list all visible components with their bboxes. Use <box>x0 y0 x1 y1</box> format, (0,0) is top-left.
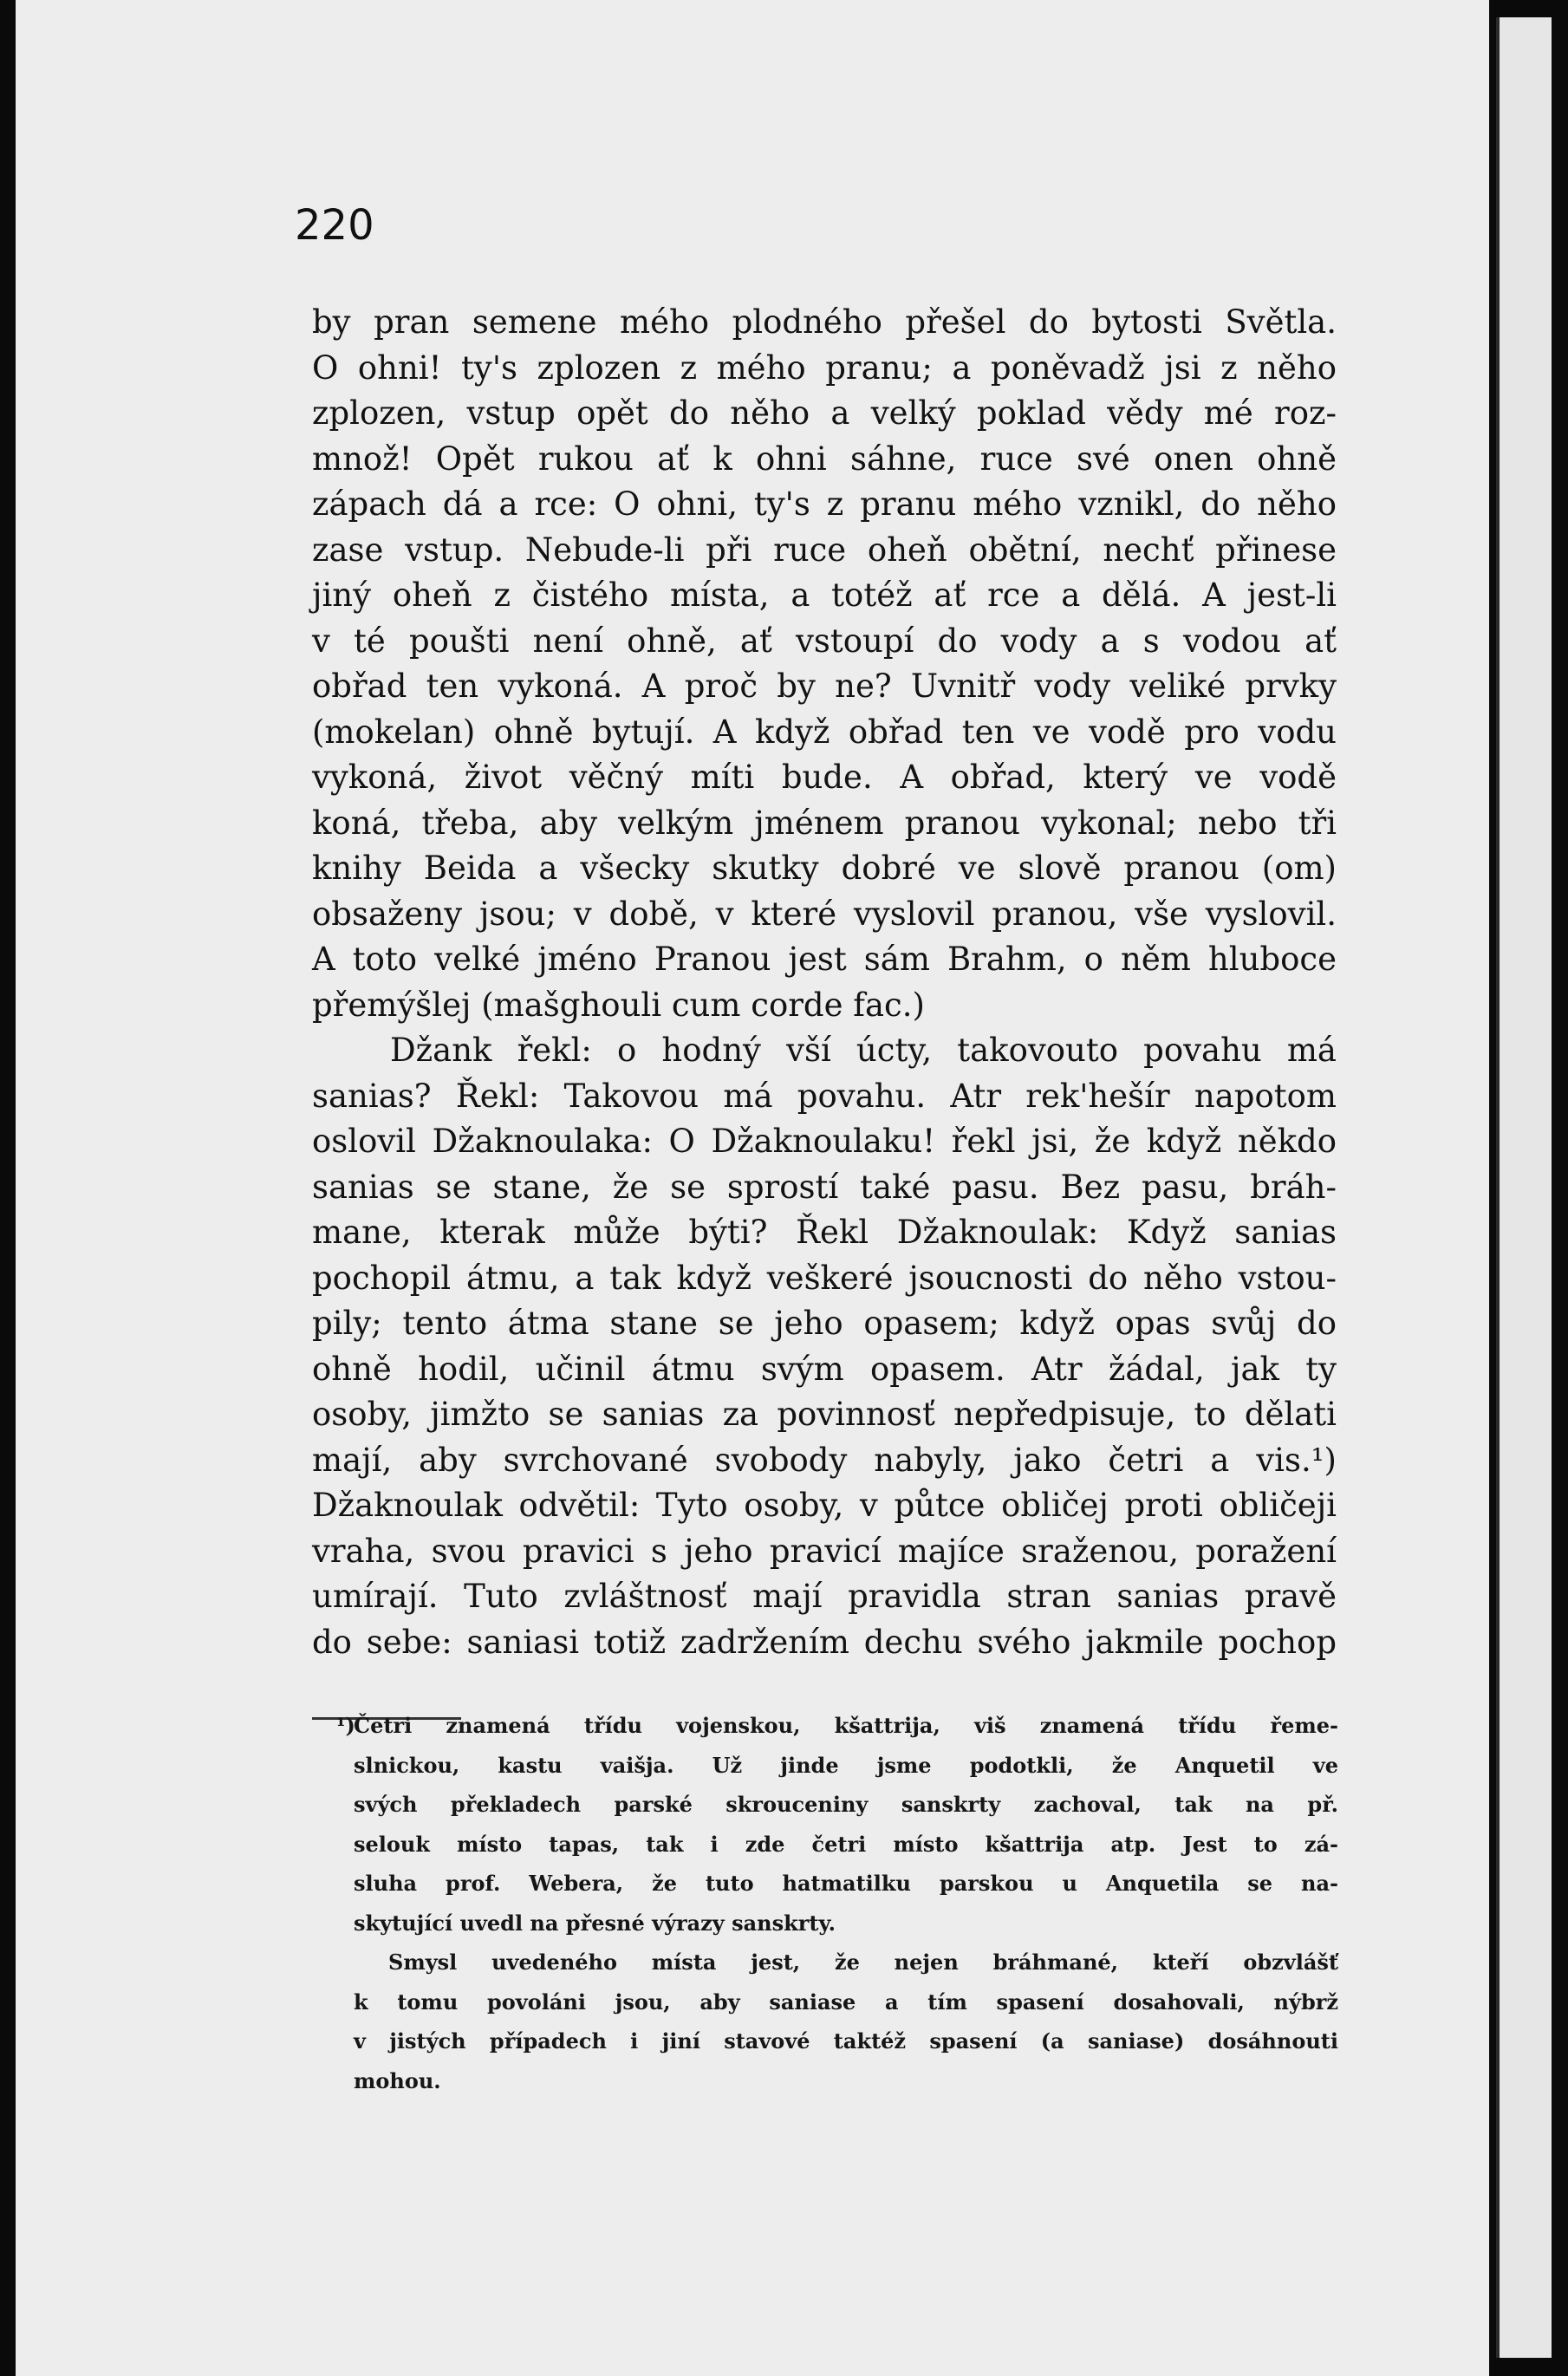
text-line: koná, třeba, aby velkým jménem pranou vykonal; nebo tři <box>312 804 1337 842</box>
footnote-text: Četri znamená třídu vojenskou, kšattrija, viš znamená třídu řeme- <box>354 1713 1338 1738</box>
text-line: do sebe: saniasi totiž zadržením dechu svého jakmile pochop <box>312 1623 1337 1661</box>
text-line: knihy Beida a všecky skutky dobré ve slově pranou (om) <box>312 850 1337 887</box>
footnote-line: sluha prof. Webera, že tuto hatmatilku parskou u Anquetila se na- <box>354 1871 1338 1896</box>
text-line: zase vstup. Nebude-li při ruce oheň obětní, nechť přinese <box>312 531 1337 569</box>
text-line: umírají. Tuto zvláštnosť mají pravidla stran sanias pravě <box>312 1578 1337 1615</box>
text-line: v té poušti není ohně, ať vstoupí do vody a s vodou ať <box>312 622 1337 660</box>
text-line: by pran semene mého plodného přešel do bytosti Světla. <box>312 303 1337 341</box>
text-line: Džaknoulak odvětil: Tyto osoby, v půtce obličej proti obličeji <box>312 1487 1337 1524</box>
footnote-line: mohou. <box>354 2067 441 2093</box>
footnote-line: svých překladech parské skrouceniny sanskrty zachoval, tak na př. <box>354 1792 1338 1817</box>
text-line: sanias se stane, že se sprostí také pasu. Bez pasu, bráh- <box>312 1168 1337 1206</box>
text-line: vraha, svou pravici s jeho pravicí majíce sraženou, poražení <box>312 1532 1337 1570</box>
text-line: jiný oheň z čistého místa, a totéž ať rce a dělá. A jest-li <box>312 576 1337 614</box>
text-line: pochopil átmu, a tak když veškeré jsoucnosti do něho vstou- <box>312 1259 1337 1297</box>
text-line: zápach dá a rce: O ohni, ty's z pranu mého vznikl, do něho <box>312 485 1337 523</box>
footnote-line: v jistých případech i jiní stavové taktéž spasení (a saniase) dosáhnouti <box>354 2028 1338 2054</box>
main-text <box>312 300 1337 1665</box>
text-line: pily; tento átma stane se jeho opasem; když opas svůj do <box>312 1305 1337 1342</box>
text-line: Džank řekl: o hodný vší úcty, takovouto povahu má <box>390 1032 1337 1069</box>
footnote-line: selouk místo tapas, tak i zde četri místo kšattrija atp. Jest to zá- <box>354 1831 1338 1857</box>
text-line: obsaženy jsou; v době, v které vyslovil pranou, vše vyslovil. <box>312 895 1337 933</box>
footnote-line: Smysl uvedeného místa jest, že nejen bráhmané, kteří obzvlášť <box>388 1950 1338 1975</box>
adjacent-page-edge <box>1496 17 1552 2358</box>
text-line: oslovil Džaknoulaka: O Džaknoulaku! řekl jsi, že když někdo <box>312 1123 1337 1160</box>
footnote-line <box>336 1706 1338 1746</box>
footnotes <box>336 1706 1338 2100</box>
footnote-marker: ¹) <box>336 1713 355 1738</box>
text-line: obřad ten vykoná. A proč by ne? Uvnitř vody veliké prvky <box>312 667 1337 705</box>
page-number: 220 <box>295 201 374 250</box>
text-line: sanias? Řekl: Takovou má povahu. Atr rek'hešír napotom <box>312 1077 1337 1115</box>
text-line: mane, kterak může býti? Řekl Džaknoulak: Když sanias <box>312 1214 1337 1251</box>
text-line: A toto velké jméno Pranou jest sám Brahm, o něm hluboce <box>312 941 1337 978</box>
text-line: mají, aby svrchované svobody nabyly, jako četri a vis.¹) <box>312 1441 1337 1479</box>
text-line: přemýšlej (mašghouli cum corde fac.) <box>312 986 925 1024</box>
text-line: osoby, jimžto se sanias za povinnosť nepředpisuje, to dělati <box>312 1396 1337 1433</box>
text-line: zplozen, vstup opět do něho a velký poklad vědy mé roz- <box>312 394 1337 432</box>
text-line: ohně hodil, učinil átmu svým opasem. Atr žádal, jak ty <box>312 1350 1337 1388</box>
text-line: O ohni! ty's zplozen z mého pranu; a poněvadž jsi z něho <box>312 348 1337 387</box>
footnote-line: slnickou, kastu vaišja. Už jinde jsme podotkli, že Anquetil ve <box>354 1752 1338 1778</box>
text-line: množ! Opět rukou ať k ohni sáhne, ruce své onen ohně <box>312 439 1337 478</box>
text-line: vykoná, život věčný míti bude. A obřad, který ve vodě <box>312 758 1337 796</box>
footnote-line: skytující uvedl na přesné výrazy sanskrty. <box>354 1910 836 1936</box>
footnote-line: k tomu povoláni jsou, aby saniase a tím spasení dosahovali, nýbrž <box>354 1989 1338 2015</box>
text-line: (mokelan) ohně bytují. A když obřad ten ve vodě pro vodu <box>312 713 1337 751</box>
